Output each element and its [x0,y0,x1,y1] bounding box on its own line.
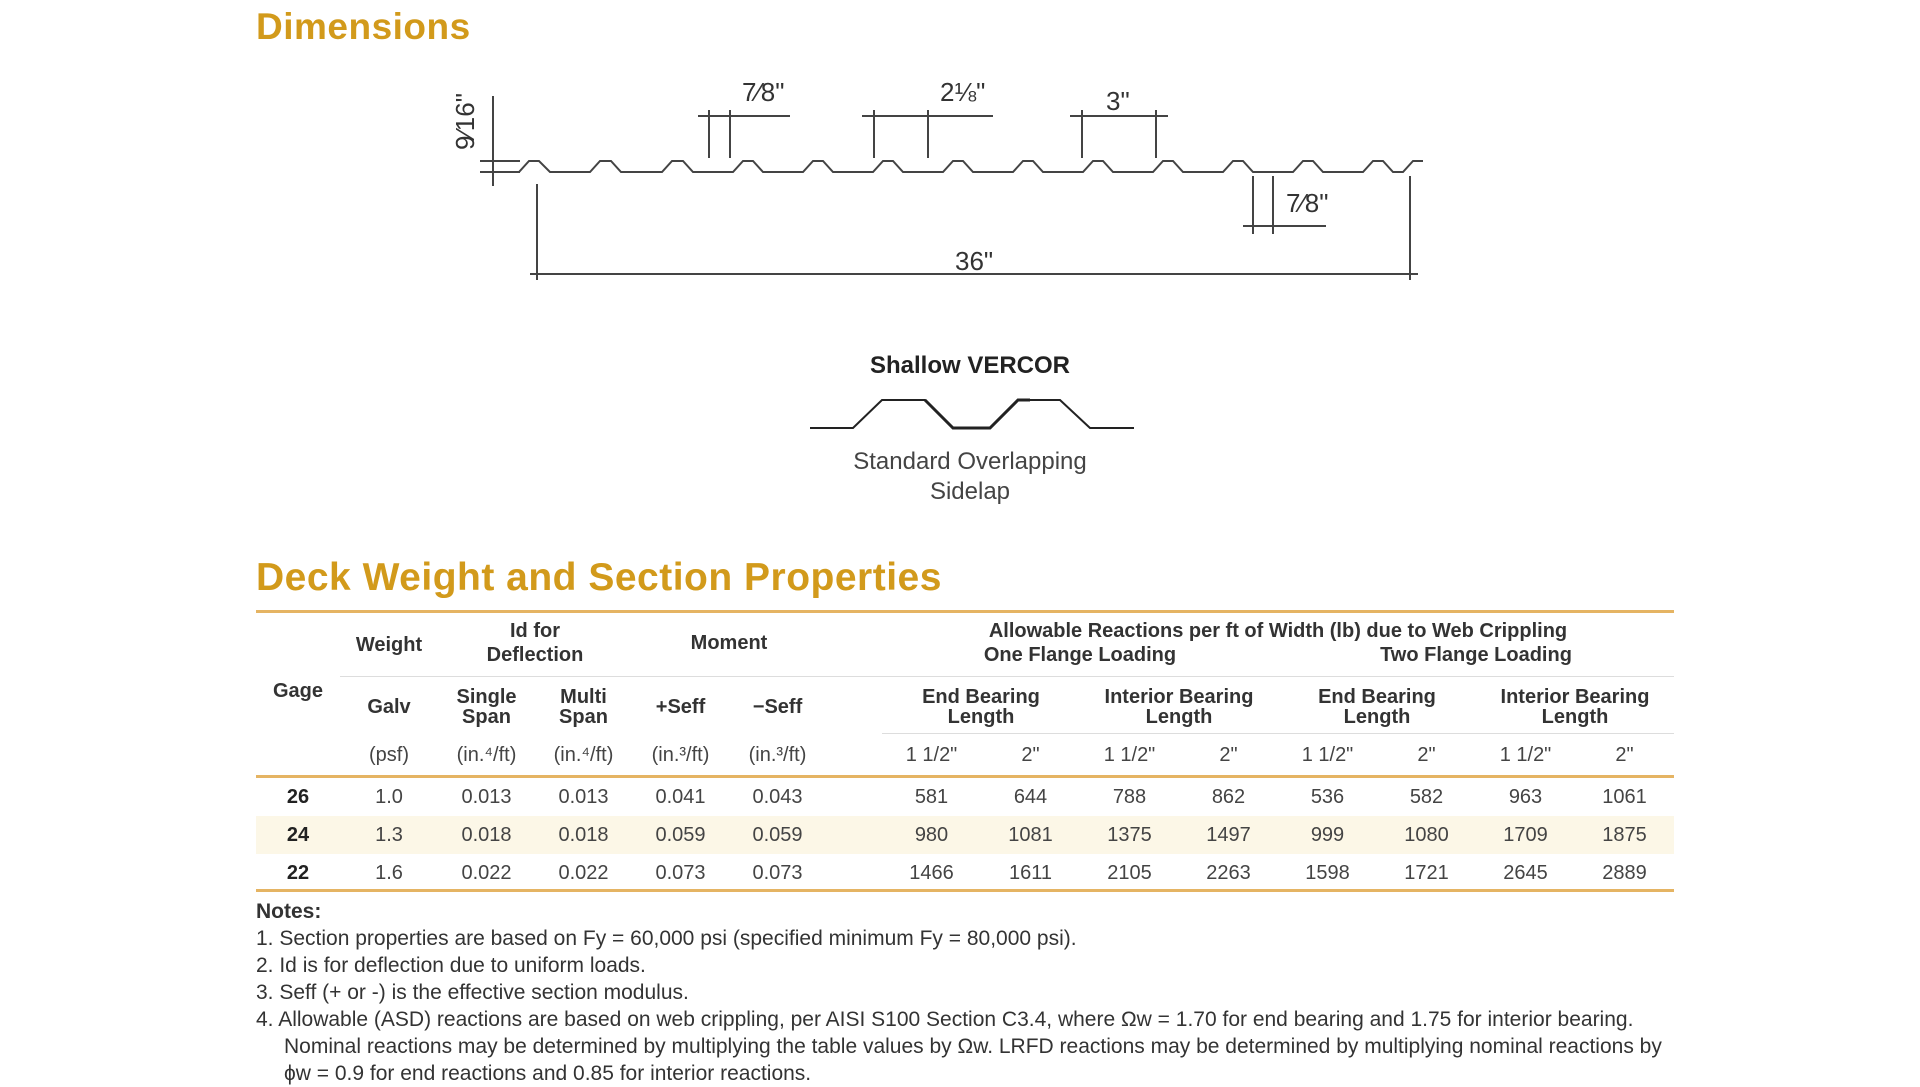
table-cell-pos: 0.073 [655,862,706,884]
table-cell-tf-end-2: 1721 [1404,862,1449,884]
table-cell-single: 0.013 [461,786,512,808]
len-label: 2" [1417,744,1436,766]
properties-heading: Deck Weight and Section Properties [256,556,942,599]
dim-rib-top-label: 7⁄8" [742,77,785,107]
sidelap-caption-line-1: Standard Overlapping [853,448,1087,475]
unit-psf: (psf) [369,744,409,766]
unit-single: (in.⁴/ft) [456,744,517,766]
table-cell-tf-end-15: 1598 [1305,862,1350,884]
table-cell-tf-int-2: 2889 [1602,862,1647,884]
table-cell-single: 0.018 [461,824,512,846]
table-top-rule [256,610,1674,613]
header-neg-seff: −Seff [752,696,803,718]
table-cell-multi: 0.013 [558,786,609,808]
table-cell-gage: 24 [286,824,310,846]
section-properties-table [256,610,1674,890]
table-cell-pos: 0.041 [655,786,706,808]
header-galv: Galv [367,696,411,718]
len-label: 2" [1615,744,1634,766]
sidelap-profile-diagram [810,400,1134,428]
table-cell-neg: 0.043 [752,786,803,808]
table-cell-tf-end-2: 1080 [1404,824,1449,846]
table-cell-tf-int-15: 1709 [1503,824,1548,846]
profile-outline [480,96,1423,280]
table-cell-of-int-15: 1375 [1107,824,1152,846]
table-cell-of-int-2: 2263 [1206,862,1251,884]
len-label: 2" [1021,744,1040,766]
header-reactions: Allowable Reactions per ft of Width (lb) due to Web Crippling [988,620,1568,642]
table-cell-of-end-15: 581 [914,786,949,808]
len-label: 2" [1219,744,1238,766]
table-cell-of-end-15: 1466 [909,862,954,884]
table-cell-tf-int-15: 963 [1508,786,1543,808]
table-cell-tf-end-15: 536 [1310,786,1345,808]
dim-depth-label: 9⁄16" [450,93,480,150]
header-pos-seff: +Seff [655,696,706,718]
table-cell-gage: 22 [286,862,310,884]
header-one-flange: One Flange Loading [983,644,1177,666]
table-cell-gage: 26 [286,786,310,808]
notes-section [256,898,1676,1087]
dim-bottom-width-label: 2⅛" [940,77,986,107]
note-item: 4. Allowable (ASD) reactions are based on web crippling, per AISI S100 Section C3.4, where Ωw = 1.70 for end bearing and 1.75 for interior bearing. Nominal reactions may be determined by multiplying the table values by Ωw. LRFD reactions may be determined by multiplying nominal reactions by ϕw = 0.9 for end reactions and 0.85 for interior reactions. [256,1008,1662,1085]
dim-pitch-label: 3" [1106,86,1130,116]
table-cell-galv: 1.3 [375,824,403,846]
dim-cover-width-label: 36" [955,246,994,276]
len-label: 1 1/2" [1301,744,1354,766]
table-cell-of-end-2: 1081 [1008,824,1053,846]
header-single-span-2: Span [462,706,511,728]
header-single-span-1: Single [456,686,517,708]
header-moment: Moment [690,632,768,654]
len-label: 1 1/2" [1499,744,1552,766]
table-cell-of-int-15: 788 [1112,786,1147,808]
dim-valley-label: 7⁄8" [1286,188,1329,218]
table-cell-multi: 0.018 [558,824,609,846]
dimensions-heading: Dimensions [256,6,471,47]
header-id-for: Id for [510,620,560,642]
header-multi-span-1: Multi [560,686,607,708]
note-item: 3. Seff (+ or -) is the effective section modulus. [256,981,689,1004]
table-bottom-rule [256,889,1674,892]
table-cell-of-end-15: 980 [914,824,949,846]
unit-multi: (in.⁴/ft) [553,744,614,766]
table-cell-of-end-2: 1611 [1008,862,1052,884]
table-cell-galv: 1.6 [375,862,403,884]
unit-neg: (in.³/ft) [748,744,807,766]
table-cell-single: 0.022 [461,862,512,884]
table-cell-multi: 0.022 [558,862,609,884]
table-cell-of-int-2: 862 [1211,786,1246,808]
note-item: 2. Id is for deflection due to uniform loads. [256,954,646,977]
sidelap-name: Shallow VERCOR [869,352,1071,379]
sidelap-caption-line-2: Sidelap [929,478,1011,505]
table-cell-neg: 0.059 [752,824,803,846]
header-of-end-2: Length [947,706,1015,728]
header-gage: Gage [272,680,324,702]
note-item: 1. Section properties are based on Fy = 60,000 psi (specified minimum Fy = 80,000 psi). [256,927,1077,950]
header-of-int-1: Interior Bearing [1104,686,1254,708]
table-cell-of-int-15: 2105 [1107,862,1152,884]
header-tf-end-1: End Bearing [1318,686,1436,708]
table-cell-of-end-2: 644 [1013,786,1048,808]
table-cell-tf-end-15: 999 [1310,824,1345,846]
header-two-flange: Two Flange Loading [1380,644,1572,666]
header-tf-end-2: Length [1343,706,1411,728]
table-cell-tf-int-2: 1061 [1602,786,1647,808]
header-of-end-1: End Bearing [922,686,1040,708]
table-header-rule [256,775,1674,778]
header-weight: Weight [355,634,423,656]
header-tf-int-2: Length [1541,706,1609,728]
unit-pos: (in.³/ft) [651,744,710,766]
header-deflection: Deflection [486,644,584,666]
header-of-int-2: Length [1145,706,1213,728]
len-label: 1 1/2" [1103,744,1156,766]
header-tf-int-1: Interior Bearing [1500,686,1650,708]
table-cell-pos: 0.059 [655,824,706,846]
notes-title: Notes: [256,900,322,923]
header-multi-span-2: Span [559,706,608,728]
table-cell-neg: 0.073 [752,862,803,884]
table-cell-tf-int-2: 1875 [1602,824,1647,846]
table-cell-tf-end-2: 582 [1409,786,1444,808]
len-label: 1 1/2" [905,744,958,766]
table-cell-of-int-2: 1497 [1206,824,1251,846]
table-cell-galv: 1.0 [375,786,403,808]
table-cell-tf-int-15: 2645 [1503,862,1548,884]
